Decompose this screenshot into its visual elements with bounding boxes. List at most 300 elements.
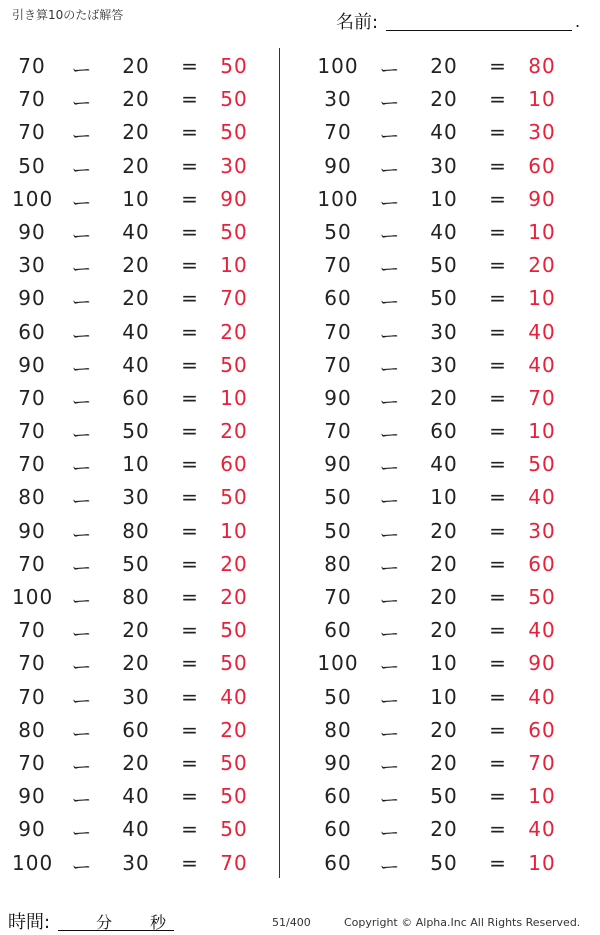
answer: 60: [528, 153, 556, 178]
subtrahend: 50: [430, 253, 458, 278]
equals-sign: =: [489, 319, 507, 344]
minus-sign: ー: [71, 854, 93, 879]
seconds-label: 秒: [150, 913, 167, 932]
subtrahend: 10: [122, 186, 150, 211]
subtrahend: 10: [430, 684, 458, 709]
answer: 50: [220, 618, 248, 643]
minus-sign: ー: [379, 589, 401, 613]
equals-sign: =: [181, 153, 199, 178]
minuend: 50: [324, 518, 352, 543]
problem-row: [0, 415, 279, 448]
equals-sign: =: [489, 286, 507, 311]
problem-row: [280, 415, 600, 448]
subtrahend: 30: [430, 153, 458, 178]
minuend: 100: [12, 585, 54, 609]
equals-sign: =: [489, 153, 507, 178]
subtrahend: 10: [430, 186, 458, 211]
minuend: 90: [18, 286, 46, 311]
answer: 40: [528, 684, 556, 709]
minuend: 70: [18, 618, 46, 643]
answer: 10: [220, 518, 248, 543]
problem-row: [280, 316, 600, 349]
minuend: 60: [324, 618, 352, 643]
answer: 50: [220, 87, 248, 112]
subtrahend: 10: [430, 485, 458, 510]
minuend: 80: [324, 717, 352, 742]
problem-row: [280, 183, 600, 216]
minus-sign: ー: [71, 91, 93, 116]
subtrahend: 40: [122, 219, 150, 244]
answer: 30: [528, 518, 556, 543]
problem-row: [280, 216, 600, 249]
equals-sign: =: [181, 286, 199, 311]
minus-sign: ー: [71, 688, 93, 713]
equals-sign: =: [181, 651, 199, 676]
copyright: Copyright © Alpha.Inc All Rights Reserved.: [344, 916, 581, 929]
answer: 10: [528, 87, 556, 112]
answer: 60: [528, 717, 556, 742]
problem-row: [280, 813, 600, 846]
name-label: 名前:: [336, 12, 379, 33]
problem-row: [0, 316, 279, 349]
subtrahend: 10: [430, 651, 458, 676]
subtrahend: 40: [122, 352, 150, 377]
minus-sign: ー: [379, 754, 401, 779]
minus-sign: ー: [379, 356, 401, 381]
problem-row: [0, 548, 279, 581]
equals-sign: =: [181, 87, 199, 112]
subtrahend: 30: [430, 319, 458, 344]
minuend: 70: [18, 120, 46, 145]
equals-sign: =: [489, 120, 507, 145]
equals-sign: =: [181, 518, 199, 543]
minuend: 90: [324, 452, 352, 477]
answer: 20: [220, 551, 248, 576]
answer: 10: [528, 286, 556, 311]
problem-row: [280, 581, 600, 614]
subtrahend: 80: [122, 585, 150, 609]
problem-row: [0, 150, 279, 183]
minus-sign: ー: [71, 124, 93, 149]
minuend: 70: [18, 684, 46, 709]
equals-sign: =: [181, 186, 199, 211]
answer: 90: [220, 186, 248, 211]
minuend: 70: [18, 651, 46, 676]
answer: 20: [220, 419, 248, 444]
minuend: 90: [18, 352, 46, 377]
subtrahend: 20: [122, 153, 150, 178]
answer: 70: [528, 750, 556, 775]
equals-sign: =: [489, 452, 507, 477]
minuend: 70: [18, 54, 46, 78]
minuend: 60: [324, 850, 352, 875]
problem-row: [280, 349, 600, 382]
equals-sign: =: [181, 585, 199, 609]
minuend: 90: [324, 153, 352, 178]
problem-row: [280, 780, 600, 813]
subtrahend: 20: [430, 750, 458, 775]
subtrahend: 20: [122, 286, 150, 311]
minuend: 70: [324, 585, 352, 609]
problem-row: [280, 681, 600, 714]
minuend: 80: [18, 485, 46, 510]
minuend: 70: [18, 452, 46, 477]
equals-sign: =: [181, 850, 199, 875]
minuend: 50: [324, 485, 352, 510]
minus-sign: ー: [71, 157, 93, 182]
minuend: 70: [18, 87, 46, 112]
subtrahend: 80: [122, 518, 150, 543]
minus-sign: ー: [379, 190, 401, 215]
minus-sign: ー: [379, 257, 401, 282]
minuend: 50: [18, 153, 46, 178]
equals-sign: =: [489, 717, 507, 742]
problem-row: [0, 183, 279, 216]
problem-row: [0, 116, 279, 149]
equals-sign: =: [489, 585, 507, 609]
minuend: 70: [18, 419, 46, 444]
equals-sign: =: [489, 750, 507, 775]
answer: 50: [220, 817, 248, 842]
subtrahend: 60: [430, 419, 458, 444]
answer: 90: [528, 651, 556, 676]
subtrahend: 30: [122, 485, 150, 510]
minus-sign: ー: [379, 821, 401, 846]
subtrahend: 40: [430, 452, 458, 477]
name-line: [386, 30, 572, 31]
problem-row: [0, 481, 279, 514]
subtrahend: 20: [122, 651, 150, 676]
minus-sign: ー: [71, 555, 93, 580]
minus-sign: ー: [379, 489, 401, 514]
subtrahend: 20: [122, 750, 150, 775]
answer: 10: [220, 385, 248, 410]
minuend: 70: [324, 120, 352, 145]
equals-sign: =: [489, 54, 507, 78]
problem-row: [0, 847, 279, 880]
minus-sign: ー: [379, 389, 401, 414]
minuend: 70: [18, 551, 46, 576]
answer: 40: [220, 684, 248, 709]
subtrahend: 30: [430, 352, 458, 377]
answer: 10: [528, 784, 556, 809]
minuend: 60: [324, 784, 352, 809]
page-number: 51/400: [272, 916, 311, 929]
answer: 70: [220, 286, 248, 311]
minuend: 90: [18, 817, 46, 842]
minus-sign: ー: [71, 190, 93, 215]
equals-sign: =: [181, 352, 199, 377]
subtrahend: 60: [122, 717, 150, 742]
equals-sign: =: [181, 452, 199, 477]
problem-row: [0, 681, 279, 714]
answer: 10: [528, 219, 556, 244]
subtrahend: 40: [122, 319, 150, 344]
minuend: 90: [18, 219, 46, 244]
subtrahend: 30: [122, 684, 150, 709]
minuend: 30: [324, 87, 352, 112]
subtrahend: 40: [122, 817, 150, 842]
problem-row: [280, 515, 600, 548]
problem-row: [0, 747, 279, 780]
problem-row: [280, 83, 600, 116]
equals-sign: =: [489, 87, 507, 112]
answer: 50: [528, 452, 556, 477]
minus-sign: ー: [379, 223, 401, 248]
problem-row: [280, 847, 600, 880]
minuend: 100: [317, 651, 359, 676]
equals-sign: =: [181, 485, 199, 510]
minus-sign: ー: [71, 423, 93, 448]
minuend: 60: [324, 817, 352, 842]
minus-sign: ー: [379, 58, 401, 82]
minus-sign: ー: [71, 655, 93, 680]
problem-row: [0, 515, 279, 548]
left-column: [0, 50, 279, 880]
equals-sign: =: [181, 120, 199, 145]
subtrahend: 30: [122, 850, 150, 875]
minus-sign: ー: [379, 124, 401, 149]
subtrahend: 20: [430, 618, 458, 643]
problem-row: [0, 581, 279, 614]
minuend: 70: [324, 319, 352, 344]
equals-sign: =: [489, 618, 507, 643]
minus-sign: ー: [379, 721, 401, 746]
minuend: 80: [18, 717, 46, 742]
problem-row: [0, 216, 279, 249]
minuend: 60: [324, 286, 352, 311]
equals-sign: =: [181, 419, 199, 444]
problem-row: [280, 614, 600, 647]
answer: 50: [220, 352, 248, 377]
subtrahend: 20: [122, 54, 150, 78]
problem-row: [280, 647, 600, 680]
problem-row: [0, 780, 279, 813]
problem-row: [280, 448, 600, 481]
minus-sign: ー: [71, 489, 93, 514]
problem-row: [280, 714, 600, 747]
problem-row: [280, 116, 600, 149]
problem-row: [0, 614, 279, 647]
answer: 60: [528, 551, 556, 576]
minus-sign: ー: [379, 655, 401, 680]
minus-sign: ー: [379, 788, 401, 813]
answer: 20: [220, 717, 248, 742]
problem-row: [0, 50, 279, 83]
answer: 10: [528, 419, 556, 444]
minus-sign: ー: [71, 389, 93, 414]
subtrahend: 50: [122, 419, 150, 444]
answer: 30: [528, 120, 556, 145]
answer: 50: [220, 784, 248, 809]
subtrahend: 20: [122, 253, 150, 278]
problem-row: [0, 349, 279, 382]
equals-sign: =: [181, 784, 199, 809]
minus-sign: ー: [379, 91, 401, 116]
minus-sign: ー: [379, 622, 401, 647]
minus-sign: ー: [379, 323, 401, 348]
minuend: 70: [324, 419, 352, 444]
equals-sign: =: [181, 551, 199, 576]
answer: 60: [220, 452, 248, 477]
equals-sign: =: [489, 651, 507, 676]
minus-sign: ー: [379, 688, 401, 713]
subtrahend: 20: [122, 120, 150, 145]
equals-sign: =: [489, 352, 507, 377]
minuend: 30: [18, 253, 46, 278]
answer: 70: [220, 850, 248, 875]
minuend: 70: [324, 352, 352, 377]
answer: 40: [528, 485, 556, 510]
minuend: 60: [18, 319, 46, 344]
minus-sign: ー: [71, 356, 93, 381]
answer: 50: [220, 120, 248, 145]
minus-sign: ー: [379, 555, 401, 580]
equals-sign: =: [489, 253, 507, 278]
minus-sign: ー: [71, 456, 93, 481]
subtrahend: 40: [430, 219, 458, 244]
equals-sign: =: [181, 219, 199, 244]
problem-row: [280, 382, 600, 415]
equals-sign: =: [181, 717, 199, 742]
equals-sign: =: [489, 219, 507, 244]
subtrahend: 50: [122, 551, 150, 576]
minus-sign: ー: [71, 589, 93, 613]
subtrahend: 20: [122, 87, 150, 112]
subtrahend: 50: [430, 850, 458, 875]
answer: 40: [528, 618, 556, 643]
answer: 20: [220, 319, 248, 344]
answer: 40: [528, 319, 556, 344]
problem-row: [0, 448, 279, 481]
equals-sign: =: [489, 684, 507, 709]
minuend: 50: [324, 219, 352, 244]
minuend: 100: [317, 54, 359, 78]
minus-sign: ー: [71, 754, 93, 779]
answer: 50: [220, 651, 248, 676]
subtrahend: 20: [430, 518, 458, 543]
equals-sign: =: [181, 54, 199, 78]
subtrahend: 20: [430, 87, 458, 112]
subtrahend: 20: [430, 817, 458, 842]
answer: 40: [528, 817, 556, 842]
minus-sign: ー: [71, 522, 93, 547]
equals-sign: =: [489, 385, 507, 410]
minus-sign: ー: [379, 854, 401, 879]
problem-row: [0, 83, 279, 116]
problem-row: [0, 647, 279, 680]
equals-sign: =: [489, 850, 507, 875]
problem-row: [280, 150, 600, 183]
minuend: 90: [324, 385, 352, 410]
equals-sign: =: [489, 419, 507, 444]
answer: 10: [528, 850, 556, 875]
subtrahend: 20: [430, 385, 458, 410]
equals-sign: =: [181, 385, 199, 410]
answer: 80: [528, 54, 556, 78]
minus-sign: ー: [71, 223, 93, 248]
minus-sign: ー: [71, 323, 93, 348]
minus-sign: ー: [71, 290, 93, 315]
minuend: 90: [324, 750, 352, 775]
minus-sign: ー: [379, 456, 401, 481]
subtrahend: 50: [430, 784, 458, 809]
equals-sign: =: [181, 684, 199, 709]
answer: 10: [220, 253, 248, 278]
worksheet-title: 引き算10のたば解答: [12, 8, 124, 22]
answer: 30: [220, 153, 248, 178]
problem-row: [280, 548, 600, 581]
minuend: 70: [18, 750, 46, 775]
equals-sign: =: [181, 817, 199, 842]
equals-sign: =: [181, 253, 199, 278]
minuend: 80: [324, 551, 352, 576]
subtrahend: 20: [430, 717, 458, 742]
equals-sign: =: [181, 319, 199, 344]
subtrahend: 20: [122, 618, 150, 643]
subtrahend: 40: [430, 120, 458, 145]
minuend: 100: [317, 186, 359, 211]
subtrahend: 60: [122, 385, 150, 410]
minus-sign: ー: [71, 721, 93, 746]
minus-sign: ー: [71, 788, 93, 813]
answer: 40: [528, 352, 556, 377]
problem-row: [0, 382, 279, 415]
equals-sign: =: [489, 551, 507, 576]
problem-row: [280, 747, 600, 780]
minuend: 70: [18, 385, 46, 410]
equals-sign: =: [489, 518, 507, 543]
subtrahend: 10: [122, 452, 150, 477]
minus-sign: ー: [71, 821, 93, 846]
right-column: [280, 50, 600, 880]
subtrahend: 20: [430, 551, 458, 576]
equals-sign: =: [489, 186, 507, 211]
problem-row: [0, 714, 279, 747]
time-label: 時間:: [8, 912, 51, 933]
answer: 50: [220, 54, 248, 78]
minus-sign: ー: [379, 157, 401, 182]
problem-row: [280, 249, 600, 282]
answer: 70: [528, 385, 556, 410]
name-dot: .: [575, 12, 581, 31]
minus-sign: ー: [71, 622, 93, 647]
minus-sign: ー: [379, 423, 401, 448]
subtrahend: 40: [122, 784, 150, 809]
minuend: 90: [18, 518, 46, 543]
problem-row: [0, 282, 279, 315]
equals-sign: =: [181, 750, 199, 775]
minuend: 90: [18, 784, 46, 809]
minus-sign: ー: [71, 58, 93, 82]
problem-row: [280, 481, 600, 514]
problem-row: [0, 249, 279, 282]
answer: 50: [220, 219, 248, 244]
answer: 50: [220, 750, 248, 775]
equals-sign: =: [489, 485, 507, 510]
minus-sign: ー: [379, 290, 401, 315]
answer: 50: [528, 585, 556, 609]
subtrahend: 50: [430, 286, 458, 311]
subtrahend: 20: [430, 54, 458, 78]
minuend: 50: [324, 684, 352, 709]
answer: 50: [220, 485, 248, 510]
problem-row: [280, 282, 600, 315]
equals-sign: =: [489, 784, 507, 809]
answer: 90: [528, 186, 556, 211]
minus-sign: ー: [379, 522, 401, 547]
answer: 20: [528, 253, 556, 278]
